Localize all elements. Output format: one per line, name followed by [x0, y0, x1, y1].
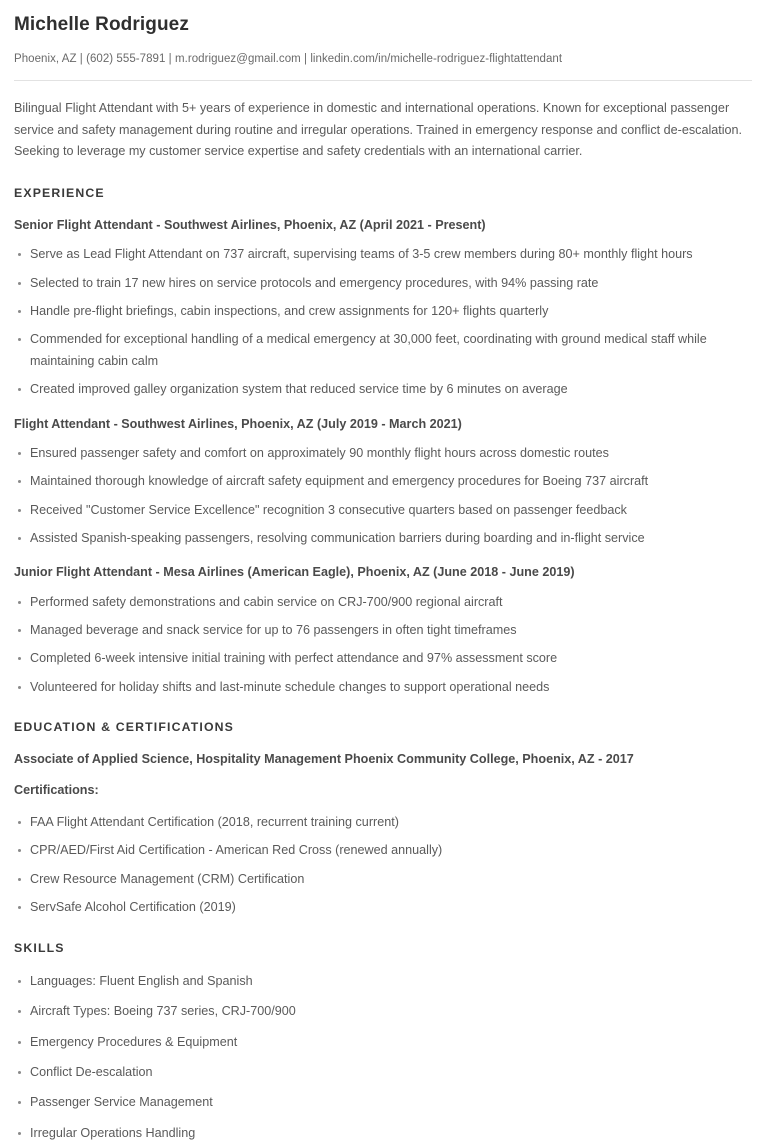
skills-section [14, 941, 750, 1144]
job-bullet: Maintained thorough knowledge of aircraft safety equipment and emergency procedures for Boeing 737 aircraft [14, 471, 734, 492]
job-bullet-list [14, 592, 750, 699]
certification-item: FAA Flight Attendant Certification (2018, recurrent training current) [14, 812, 734, 833]
job-bullet: Assisted Spanish-speaking passengers, resolving communication barriers during boarding and in-flight service [14, 528, 734, 549]
certifications-label: Certifications: [14, 783, 99, 798]
contact-info: Phoenix, AZ | (602) 555-7891 | m.rodriguez@gmail.com | linkedin.com/in/michelle-rodriguez-flightattendant [14, 52, 563, 65]
job-bullet: Serve as Lead Flight Attendant on 737 aircraft, supervising teams of 3-5 crew members during 80+ monthly flight hours [14, 244, 734, 265]
skill-item: Irregular Operations Handling [14, 1123, 734, 1144]
job-title: Junior Flight Attendant - Mesa Airlines (American Eagle), Phoenix, AZ (June 2018 - June 2019) [14, 565, 575, 580]
skill-item: Passenger Service Management [14, 1092, 734, 1113]
education-section [14, 720, 750, 918]
job-bullet: Commended for exceptional handling of a medical emergency at 30,000 feet, coordinating with ground medical staff while maintaining cabin calm [14, 329, 734, 372]
job-bullet: Selected to train 17 new hires on service protocols and emergency procedures, with 94% passing rate [14, 273, 734, 294]
section-heading-education: EDUCATION & CERTIFICATIONS [14, 720, 235, 735]
certifications-list [14, 812, 750, 919]
job-bullet-list [14, 244, 750, 400]
job-bullet: Handle pre-flight briefings, cabin inspections, and crew assignments for 120+ flights quarterly [14, 301, 734, 322]
header-divider [14, 80, 752, 81]
experience-section [14, 186, 750, 698]
job-title: Senior Flight Attendant - Southwest Airlines, Phoenix, AZ (April 2021 - Present) [14, 217, 486, 232]
job-title: Flight Attendant - Southwest Airlines, Phoenix, AZ (July 2019 - March 2021) [14, 416, 462, 431]
experience-entry [14, 563, 750, 698]
job-bullet: Completed 6-week intensive initial training with perfect attendance and 97% assessment score [14, 648, 734, 669]
job-bullet: Volunteered for holiday shifts and last-minute schedule changes to support operational needs [14, 677, 734, 698]
job-bullet: Created improved galley organization system that reduced service time by 6 minutes on average [14, 379, 734, 400]
job-bullet: Managed beverage and snack service for up to 76 passengers in often tight timeframes [14, 620, 734, 641]
education-degree: Associate of Applied Science, Hospitality Management Phoenix Community College, Phoenix, AZ - 2017 [14, 752, 634, 767]
certification-item: CPR/AED/First Aid Certification - American Red Cross (renewed annually) [14, 840, 734, 861]
skill-item: Emergency Procedures & Equipment [14, 1032, 734, 1053]
professional-summary: Bilingual Flight Attendant with 5+ years of experience in domestic and international operations. Known for exceptional passenger service and safety management during routine and irregular operations. Trained in emergency response and conflict de-escalation. Seeking to leverage my customer service expertise and safety credentials with an international carrier. [14, 100, 743, 159]
skill-item: Conflict De-escalation [14, 1062, 734, 1083]
certification-item: Crew Resource Management (CRM) Certification [14, 869, 734, 890]
experience-entry [14, 415, 750, 550]
job-bullet: Received "Customer Service Excellence" recognition 3 consecutive quarters based on passenger feedback [14, 500, 734, 521]
experience-entry [14, 216, 750, 401]
skill-item: Languages: Fluent English and Spanish [14, 971, 734, 992]
job-bullet: Ensured passenger safety and comfort on approximately 90 monthly flight hours across domestic routes [14, 443, 734, 464]
skills-list [14, 971, 750, 1144]
section-heading-experience: EXPERIENCE [14, 185, 105, 200]
section-heading-skills: SKILLS [14, 940, 65, 955]
page-title: Michelle Rodriguez [14, 14, 189, 35]
certification-item: ServSafe Alcohol Certification (2019) [14, 897, 734, 918]
experience-list [14, 216, 750, 698]
skill-item: Aircraft Types: Boeing 737 series, CRJ-700/900 [14, 1001, 734, 1022]
job-bullet: Performed safety demonstrations and cabin service on CRJ-700/900 regional aircraft [14, 592, 734, 613]
job-bullet-list [14, 443, 750, 550]
